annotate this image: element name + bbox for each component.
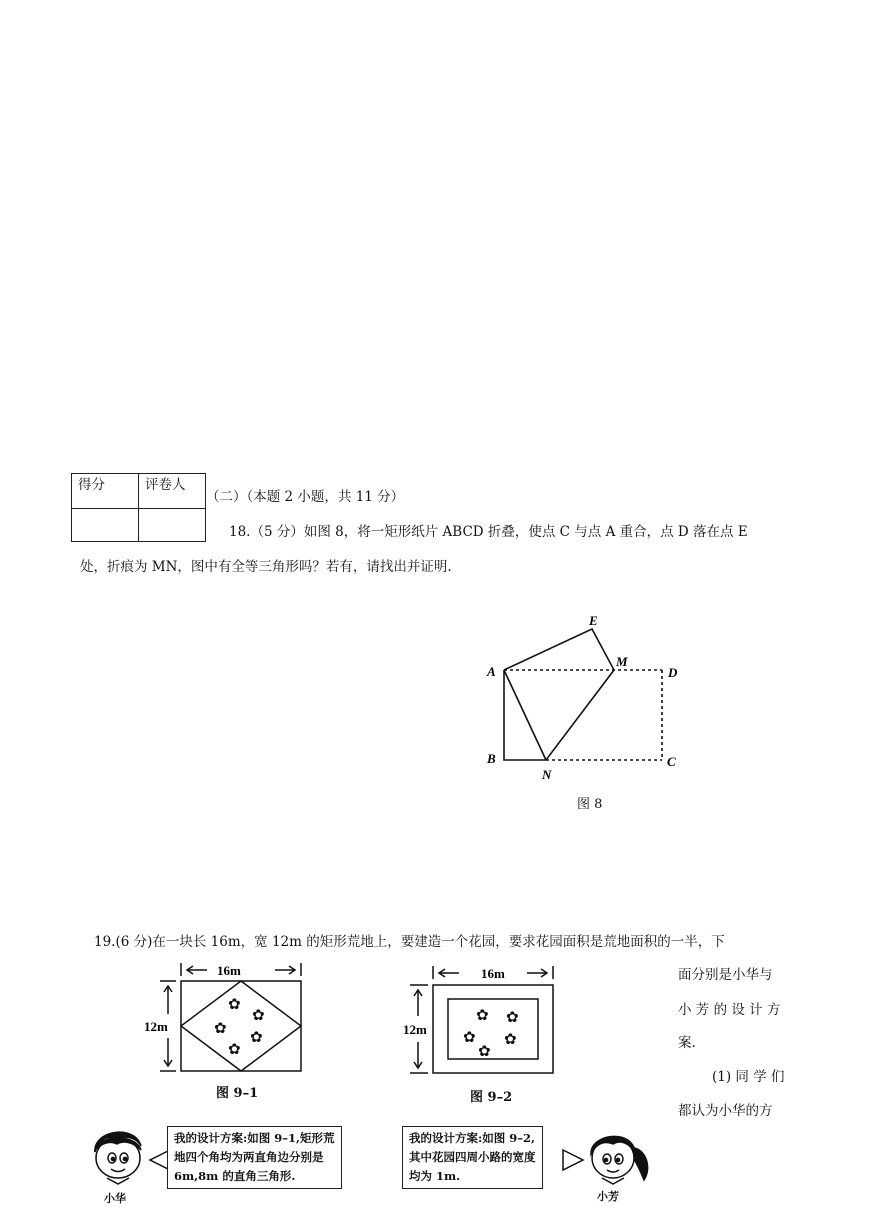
label-D: D [668, 665, 678, 680]
xiaohua-bubble-line2: 地四个角均为两直角边分别是 [174, 1150, 324, 1164]
xiaohua-bubble-line3: 6m,8m 的直角三角形. [174, 1169, 296, 1183]
flower-icon: ✿ [228, 1040, 241, 1058]
q19-side-line2: 小 芳 的 设 计 方 [678, 1002, 781, 1018]
figure-9-1-diagram [144, 958, 315, 1078]
fig1-height-label: 12m [144, 1019, 168, 1034]
figure-9-2-caption: 图 9–2 [470, 1090, 513, 1105]
label-E: E [589, 613, 598, 628]
q18-text-line1: 18.（5 分）如图 8，将一矩形纸片 ABCD 折叠，使点 C 与点 A 重合，点 D 落在点 E [229, 524, 748, 540]
figure-9-2-diagram [402, 962, 562, 1082]
xiaohua-cartoon [85, 1122, 155, 1194]
section-heading: （二）（本题 2 小题，共 11 分） [206, 489, 405, 505]
flower-icon: ✿ [214, 1019, 227, 1037]
xiaofang-bubble-line2: 其中花园四周小路的宽度 [409, 1150, 536, 1164]
label-A: A [487, 664, 496, 679]
xiaofang-bubble-line1: 我的设计方案:如图 9–2, [409, 1131, 536, 1145]
label-M: M [616, 654, 628, 669]
flower-icon: ✿ [506, 1008, 519, 1026]
xiaofang-cartoon [580, 1122, 656, 1194]
grader-cell[interactable] [139, 509, 206, 542]
xiaohua-speech-bubble [167, 1126, 342, 1189]
q19-side-line3: 案. [678, 1035, 696, 1051]
segment-AN [504, 670, 546, 760]
xiaofang-speech-bubble [402, 1126, 543, 1189]
fig2-width-label: 16m [481, 966, 505, 981]
figure-8-caption: 图 8 [577, 797, 603, 812]
q19-side-line1: 面分别是小华与 [678, 967, 773, 983]
xiaohua-name: 小华 [104, 1192, 126, 1205]
label-N: N [542, 767, 552, 782]
flower-icon: ✿ [250, 1028, 263, 1046]
q19-side-line5: 都认为小华的方 [678, 1103, 773, 1119]
q19-side-line4: (1) 同 学 们 [712, 1069, 785, 1085]
score-cell[interactable] [72, 509, 139, 542]
fig1-width-label: 16m [217, 963, 241, 978]
q18-text-line2: 处，折痕为 MN，图中有全等三角形吗？若有，请找出并证明. [80, 559, 452, 575]
figure-8-diagram [472, 608, 702, 788]
xiaofang-bubble-line3: 均为 1m. [409, 1169, 461, 1183]
flower-icon: ✿ [252, 1006, 265, 1024]
q19-text-line1: 19.(6 分)在一块长 16m，宽 12m 的矩形荒地上，要建造一个花园，要求花园面积是荒地面积的一半，下 [94, 934, 725, 950]
flower-icon: ✿ [463, 1028, 476, 1046]
flower-icon: ✿ [478, 1042, 491, 1060]
fig2-height-label: 12m [403, 1022, 427, 1037]
xiaofang-name: 小芳 [597, 1190, 619, 1203]
flower-icon: ✿ [504, 1030, 517, 1048]
label-B: B [487, 751, 496, 766]
figure-9-1-caption: 图 9–1 [216, 1086, 259, 1101]
flower-icon: ✿ [228, 995, 241, 1013]
score-table [71, 473, 206, 542]
grader-header: 评卷人 [139, 474, 206, 509]
label-C: C [667, 754, 676, 769]
score-header: 得分 [72, 474, 139, 509]
xiaohua-bubble-line1: 我的设计方案:如图 9–1,矩形荒 [174, 1131, 335, 1145]
flower-icon: ✿ [476, 1006, 489, 1024]
fold-solid-lines [504, 629, 614, 760]
